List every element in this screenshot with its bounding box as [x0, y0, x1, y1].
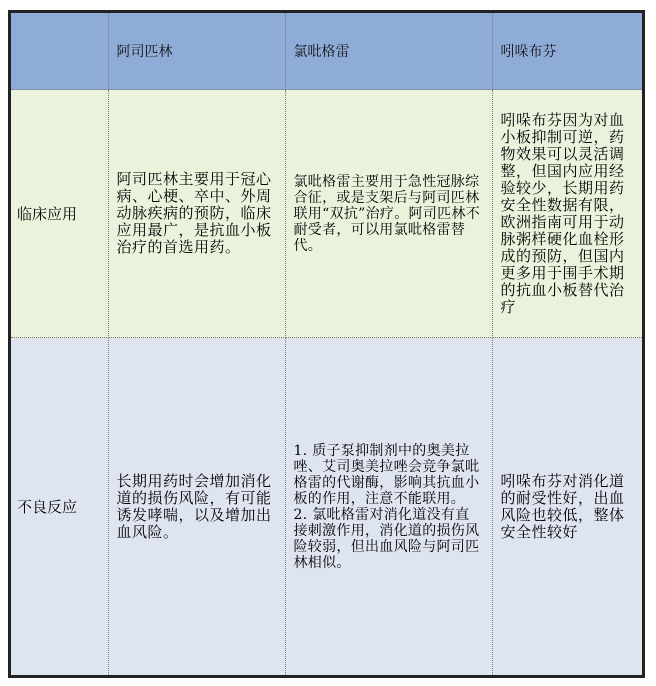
header-corner-cell	[11, 13, 108, 90]
table-row-adverse-effects	[11, 338, 642, 676]
header-indobufen: 吲哚布芬	[492, 13, 642, 90]
header-aspirin: 阿司匹林	[108, 13, 285, 90]
cell-aspirin-clinical-use: 阿司匹林主要用于冠心病、心梗、卒中、外周动脉疾病的预防，临床应用最广，是抗血小板治疗的首选用药。	[108, 90, 285, 338]
drug-comparison-table	[11, 13, 642, 675]
header-clopidogrel: 氯吡格雷	[285, 13, 492, 90]
cell-clopidogrel-adverse-effects	[285, 338, 492, 676]
row-label-adverse-effects: 不良反应	[11, 338, 108, 676]
cell-indobufen-clinical-use: 吲哚布芬因为对血小板抑制可逆，药物效果可以灵活调整，但国内应用经验较少，长期用药安全性数据有限，欧洲指南可用于动脉粥样硬化血栓形成的预防，但国内更多用于围手术期的抗血小板替代治疗	[492, 90, 642, 338]
table-row-clinical-use	[11, 90, 642, 338]
cell-indobufen-adverse-effects: 吲哚布芬对消化道的耐受性好，出血风险也较低，整体安全性较好	[492, 338, 642, 676]
cell-clopidogrel-clinical-use: 氯吡格雷主要用于急性冠脉综合征，或是支架后与阿司匹林联用“双抗”治疗。阿司匹林不耐受者，可以用氯吡格雷替代。	[285, 90, 492, 338]
row-label-clinical-use: 临床应用	[11, 90, 108, 338]
clopidogrel-adverse-point-1: 1. 质子泵抑制剂中的奥美拉唑、艾司奥美拉唑会竞争氯吡格雷的代谢酶，影响其抗血小板的作用，注意不能联用。	[293, 442, 480, 507]
table-header-row	[11, 13, 642, 90]
cell-aspirin-adverse-effects: 长期用药时会增加消化道的损伤风险，有可能诱发哮喘，以及增加出血风险。	[108, 338, 285, 676]
clopidogrel-adverse-point-2: 2. 氯吡格雷对消化道没有直接刺激作用，消化道的损伤风险较弱，但出血风险与阿司匹林相似。	[293, 506, 480, 571]
comparison-table-frame	[8, 10, 645, 678]
